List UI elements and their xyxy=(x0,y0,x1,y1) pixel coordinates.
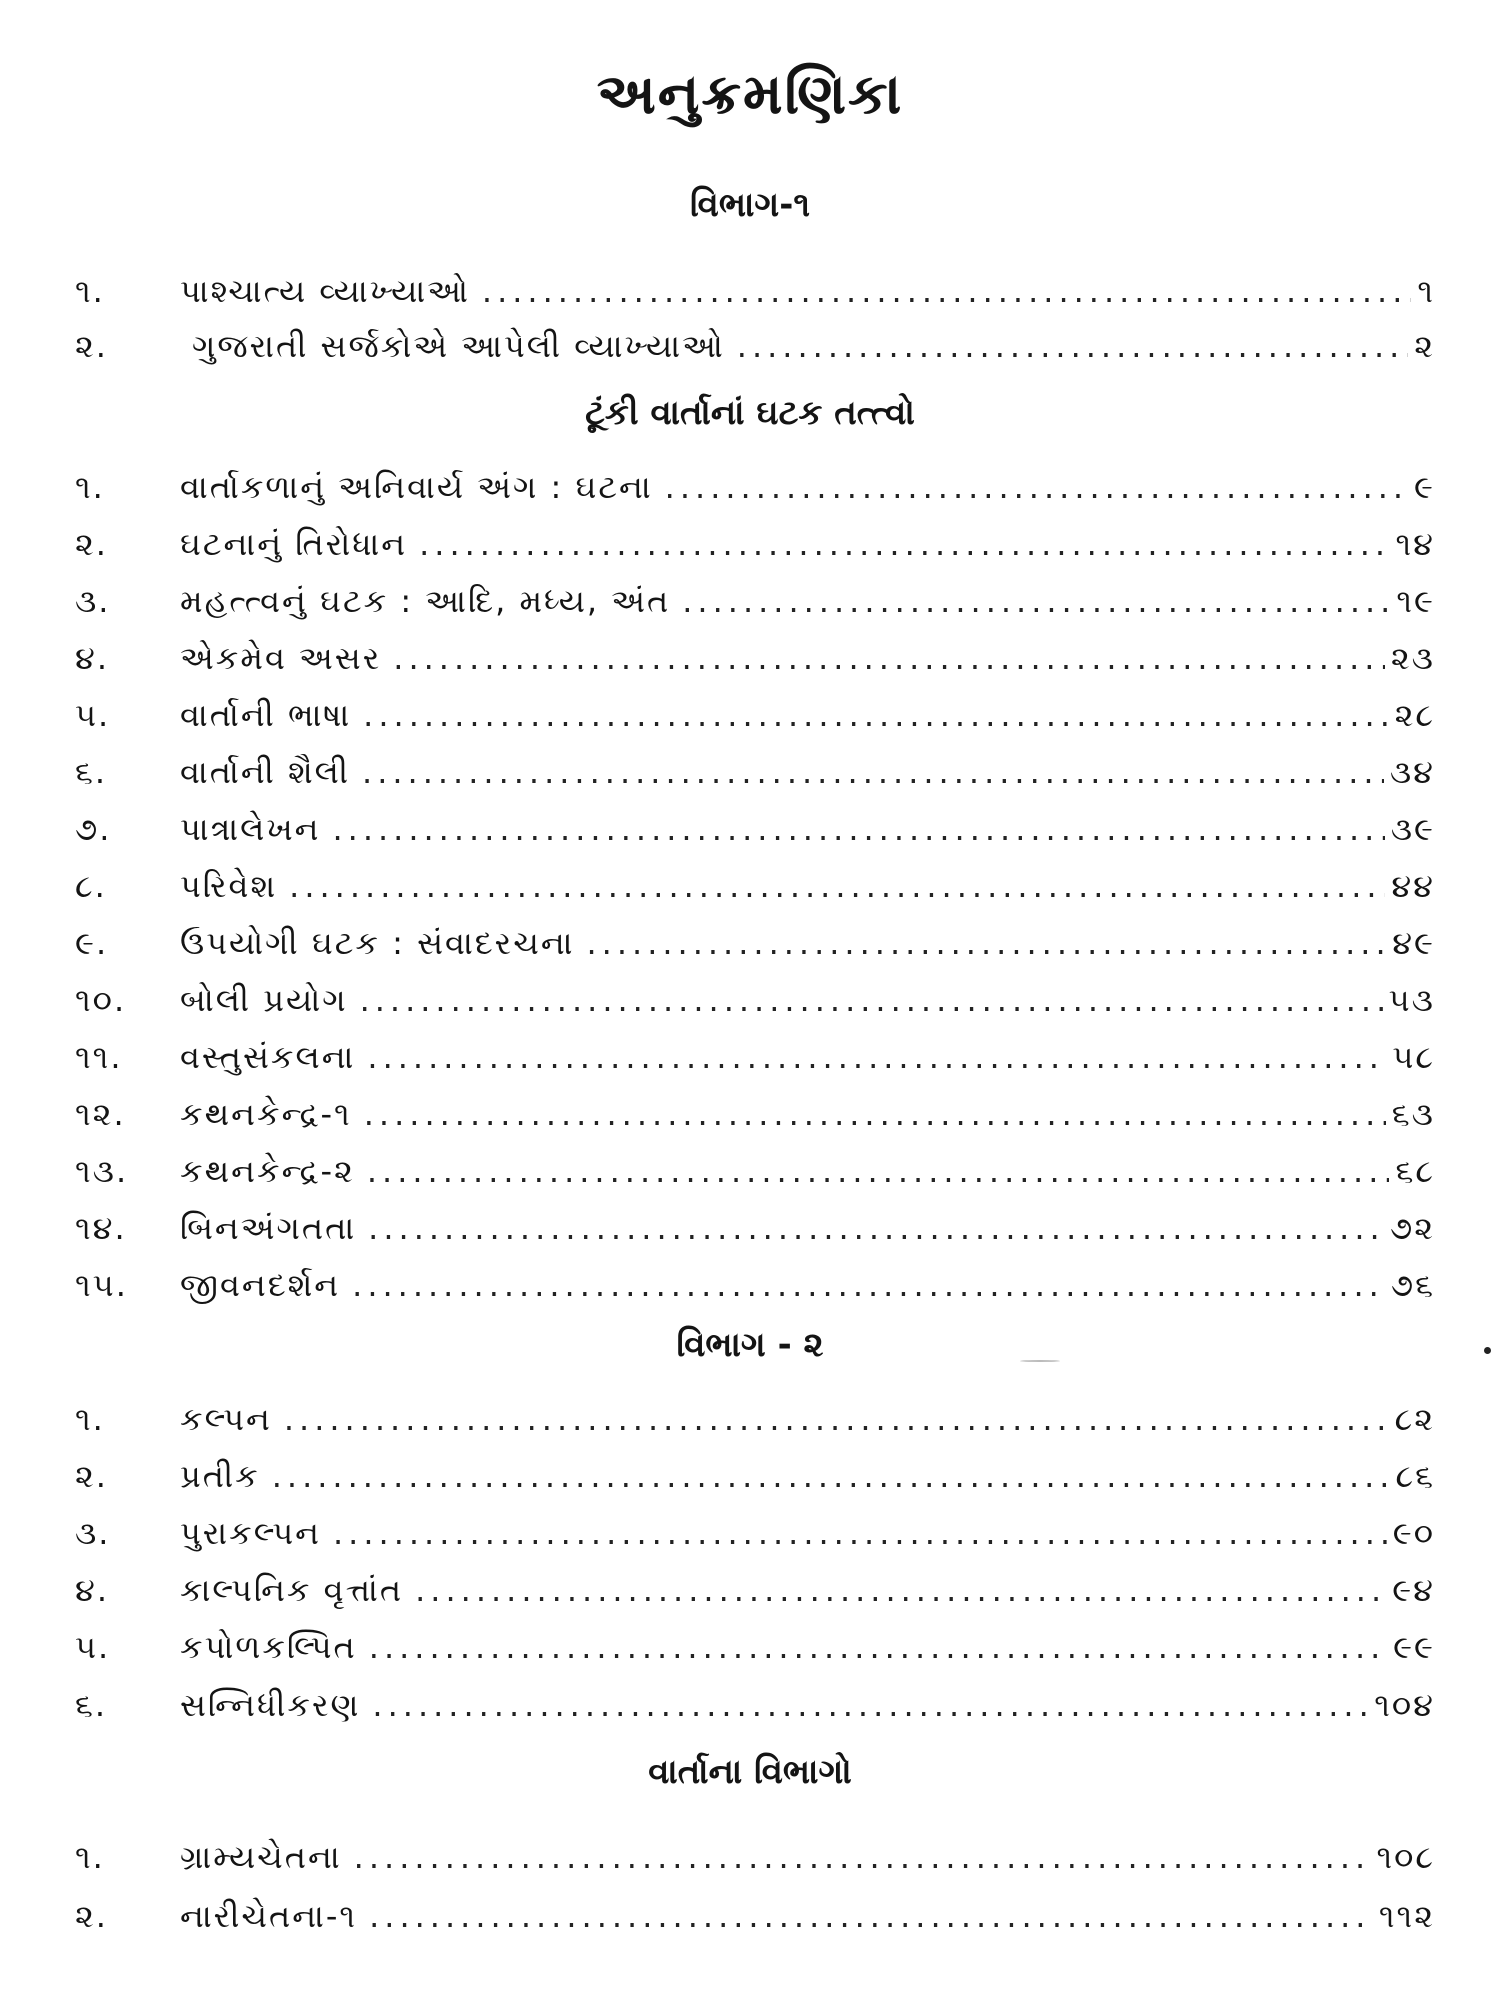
entry-title: મહત્ત્વનું ઘટક : આદિ, મધ્ય, અંત xyxy=(180,582,671,620)
entry-title: કલ્પન xyxy=(180,1400,272,1438)
entry-title: વસ્તુસંકલના xyxy=(180,1038,356,1076)
entry-number: ૨. xyxy=(75,327,108,365)
toc-entry[interactable] xyxy=(75,1571,1435,1621)
dot-leader xyxy=(737,327,1408,365)
entry-title: કપોળકલ્પિત xyxy=(180,1628,357,1666)
dot-leader xyxy=(289,867,1385,905)
entry-number: ૪. xyxy=(75,1571,110,1609)
entry-title: ગુજરાતી સર્જકોએ આપેલી વ્યાખ્યાઓ xyxy=(192,327,725,365)
toc-entry[interactable] xyxy=(75,1095,1435,1145)
entry-number: ૧. xyxy=(75,468,105,506)
entry-number: ૮. xyxy=(75,867,107,905)
toc-entry[interactable] xyxy=(75,468,1435,518)
entry-title: ઘટનાનું તિરોધાન xyxy=(180,525,408,563)
entry-number: ૨. xyxy=(75,525,108,563)
entry-page-number: ૧ xyxy=(1417,272,1435,310)
entry-title: જીવનદર્શન xyxy=(180,1266,341,1304)
dot-leader xyxy=(272,1457,1390,1495)
entry-page-number: ૧૪ xyxy=(1395,525,1435,563)
toc-entry[interactable] xyxy=(75,272,1435,322)
entry-number: ૧૦. xyxy=(75,981,127,1019)
dot-leader xyxy=(368,1209,1384,1247)
entry-title: પુરાકલ્પન xyxy=(180,1514,321,1552)
toc-entry[interactable] xyxy=(75,1266,1435,1316)
section-heading: ટૂંકી વાર્તાનાં ઘટક તત્ત્વો xyxy=(585,393,915,433)
dot-leader xyxy=(369,1628,1387,1666)
entry-page-number: ૨૩ xyxy=(1390,639,1435,677)
dot-leader xyxy=(352,1266,1385,1304)
entry-number: ૧. xyxy=(75,1838,105,1876)
toc-entry[interactable] xyxy=(75,753,1435,803)
toc-entry[interactable] xyxy=(75,1038,1435,1088)
entry-number: ૧૨. xyxy=(75,1095,126,1133)
dot-leader xyxy=(415,1571,1386,1609)
entry-title: ગ્રામ્યચેતના xyxy=(180,1838,342,1876)
section-heading: વિભાગ-૧ xyxy=(690,185,810,225)
entry-page-number: ૧૯ xyxy=(1396,582,1435,620)
entry-title: વાર્તાકળાનું અનિવાર્ય અંગ : ઘટના xyxy=(180,468,653,506)
toc-entry[interactable] xyxy=(75,525,1435,575)
toc-entry[interactable] xyxy=(75,981,1435,1031)
toc-entry[interactable] xyxy=(75,1152,1435,1202)
toc-entry[interactable] xyxy=(75,327,1435,377)
dot-leader xyxy=(682,582,1390,620)
toc-entry[interactable] xyxy=(75,1209,1435,1259)
section-heading: વિભાગ - ૨ xyxy=(676,1325,824,1365)
scan-speck xyxy=(1484,1347,1491,1354)
entry-page-number: ૩૯ xyxy=(1390,810,1435,848)
entry-page-number: ૨૮ xyxy=(1394,696,1435,734)
entry-title: પરિવેશ xyxy=(180,867,278,905)
entry-number: ૭. xyxy=(75,810,112,848)
entry-page-number: ૧૦૪ xyxy=(1374,1686,1435,1724)
dot-leader xyxy=(354,1838,1371,1876)
dot-leader xyxy=(482,272,1411,310)
entry-number: ૩. xyxy=(75,582,111,620)
entry-number: ૧૩. xyxy=(75,1152,129,1190)
toc-entry[interactable] xyxy=(75,810,1435,860)
page-title: અનુક્રમણિકા xyxy=(596,62,904,127)
entry-page-number: ૭૨ xyxy=(1389,1209,1435,1247)
entry-number: ૧૫. xyxy=(75,1266,128,1304)
entry-page-number: ૩૪ xyxy=(1389,753,1435,791)
toc-entry[interactable] xyxy=(75,1838,1435,1888)
entry-number: ૩. xyxy=(75,1514,111,1552)
entry-page-number: ૧૦૮ xyxy=(1376,1838,1435,1876)
dot-leader xyxy=(364,1095,1386,1133)
entry-number: ૨. xyxy=(75,1897,108,1935)
entry-number: ૫. xyxy=(75,696,111,734)
entry-title: બોલી પ્રયોગ xyxy=(180,981,348,1019)
entry-number: ૧૧. xyxy=(75,1038,123,1076)
toc-entry[interactable] xyxy=(75,1514,1435,1564)
entry-title: પાત્રાલેખન xyxy=(180,810,321,848)
entry-page-number: ૯૯ xyxy=(1393,1628,1435,1666)
entry-title: પાશ્ચાત્ય વ્યાખ્યાઓ xyxy=(180,272,470,310)
entry-page-number: ૪૯ xyxy=(1392,924,1435,962)
dot-leader xyxy=(332,810,1384,848)
entry-page-number: ૫૩ xyxy=(1388,981,1435,1019)
entry-title: એકમેવ અસર xyxy=(180,639,382,677)
entry-number: ૬. xyxy=(75,1686,108,1724)
entry-number: ૧૪. xyxy=(75,1209,127,1247)
entry-page-number: ૯૪ xyxy=(1392,1571,1435,1609)
dot-leader xyxy=(587,924,1387,962)
dot-leader xyxy=(360,981,1383,1019)
dot-leader xyxy=(333,1514,1387,1552)
entry-number: ૨. xyxy=(75,1457,108,1495)
entry-page-number: ૪૪ xyxy=(1391,867,1435,905)
entry-title: ઉપયોગી ઘટક : સંવાદરચના xyxy=(180,924,575,962)
section-heading: વાર્તાના વિભાગો xyxy=(648,1752,852,1792)
entry-number: ૧. xyxy=(75,272,105,310)
entry-number: ૪. xyxy=(75,639,110,677)
dot-leader xyxy=(393,639,1385,677)
dot-leader xyxy=(284,1400,1389,1438)
toc-entry[interactable] xyxy=(75,639,1435,689)
entry-title: પ્રતીક xyxy=(180,1457,260,1495)
entry-title: વાર્તાની ભાષા xyxy=(180,696,352,734)
entry-page-number: ૨ xyxy=(1414,327,1435,365)
entry-page-number: ૫૮ xyxy=(1392,1038,1435,1076)
toc-entry[interactable] xyxy=(75,1457,1435,1507)
entry-number: ૫. xyxy=(75,1628,111,1666)
dot-leader xyxy=(362,753,1384,791)
dot-leader xyxy=(367,1152,1390,1190)
toc-entry[interactable] xyxy=(75,1628,1435,1678)
toc-entry[interactable] xyxy=(75,1686,1435,1736)
dot-leader xyxy=(419,525,1389,563)
toc-entry[interactable] xyxy=(75,867,1435,917)
scan-speck xyxy=(1020,1360,1060,1362)
toc-entry[interactable] xyxy=(75,582,1435,632)
toc-entry[interactable] xyxy=(75,1897,1435,1947)
entry-page-number: ૭૬ xyxy=(1390,1266,1435,1304)
entry-title: નારીચેતના-૧ xyxy=(180,1897,358,1935)
dot-leader xyxy=(665,468,1408,506)
toc-entry[interactable] xyxy=(75,1400,1435,1450)
entry-page-number: ૬૮ xyxy=(1395,1152,1435,1190)
entry-title: કથનકેન્દ્ર-૨ xyxy=(180,1152,355,1190)
entry-page-number: ૧૧૨ xyxy=(1378,1897,1435,1935)
toc-entry[interactable] xyxy=(75,696,1435,746)
entry-page-number: ૮૨ xyxy=(1394,1400,1435,1438)
dot-leader xyxy=(369,1897,1373,1935)
entry-page-number: ૯૦ xyxy=(1392,1514,1435,1552)
entry-title: કાલ્પનિક વૃત્તાંત xyxy=(180,1571,404,1609)
entry-title: કથનકેન્દ્ર-૧ xyxy=(180,1095,352,1133)
dot-leader xyxy=(367,1038,1386,1076)
dot-leader xyxy=(363,696,1388,734)
entry-number: ૯. xyxy=(75,924,109,962)
entry-title: વાર્તાની શૈલી xyxy=(180,753,351,791)
entry-page-number: ૯ xyxy=(1414,468,1435,506)
entry-page-number: ૮૬ xyxy=(1395,1457,1435,1495)
entry-number: ૬. xyxy=(75,753,108,791)
entry-number: ૧. xyxy=(75,1400,105,1438)
dot-leader xyxy=(372,1686,1368,1724)
entry-title: સન્નિધીકરણ xyxy=(180,1686,361,1724)
entry-title: બિનઅંગતતા xyxy=(180,1209,357,1247)
entry-page-number: ૬૩ xyxy=(1391,1095,1435,1133)
toc-entry[interactable] xyxy=(75,924,1435,974)
